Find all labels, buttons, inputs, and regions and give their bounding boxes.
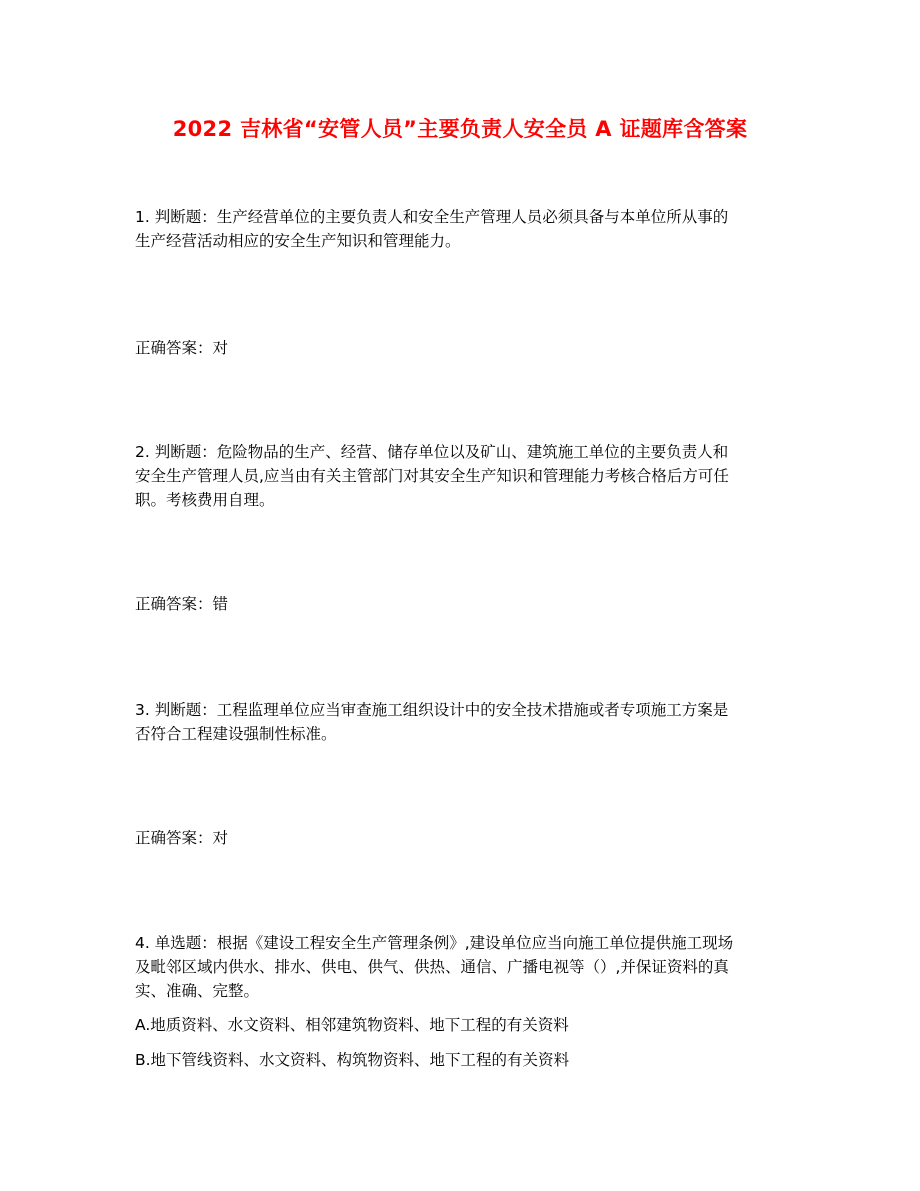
question-1-answer: 正确答案：对 [135,339,229,357]
question-4-line-3: 实、准确、完整。 [135,982,260,1000]
question-4 [135,931,785,1003]
question-2-line-2: 安全生产管理人员,应当由有关主管部门对其安全生产知识和管理能力考核合格后方可任 [135,467,729,485]
question-2 [135,440,785,512]
question-3-line-1: 3. 判断题：工程监理单位应当审查施工组织设计中的安全技术措施或者专项施工方案是 [135,701,729,719]
question-4-line-1: 4. 单选题：根据《建设工程安全生产管理条例》,建设单位应当向施工单位提供施工现场 [135,934,734,952]
question-2-line-1: 2. 判断题：危险物品的生产、经营、储存单位以及矿山、建筑施工单位的主要负责人和 [135,443,729,461]
question-3-line-2: 否符合工程建设强制性标准。 [135,725,337,743]
question-2-line-3: 职。考核费用自理。 [135,491,275,509]
document-title: 2022 吉林省“安管人员”主要负责人安全员 A 证题库含答案 [172,117,748,141]
question-4-line-2: 及毗邻区域内供水、排水、供电、供气、供热、通信、广播电视等（）,并保证资料的真 [135,958,729,976]
question-1-line-1: 1. 判断题：生产经营单位的主要负责人和安全生产管理人员必须具备与本单位所从事的 [135,208,729,226]
question-4-option-b: B.地下管线资料、水文资料、构筑物资料、地下工程的有关资料 [135,1051,570,1069]
question-1 [135,205,785,253]
question-1-line-2: 生产经营活动相应的安全生产知识和管理能力。 [135,232,461,250]
question-4-option-a: A.地质资料、水文资料、相邻建筑物资料、地下工程的有关资料 [135,1016,569,1034]
question-3-answer: 正确答案：对 [135,829,229,847]
question-3 [135,698,785,746]
question-2-answer: 正确答案：错 [135,595,229,613]
